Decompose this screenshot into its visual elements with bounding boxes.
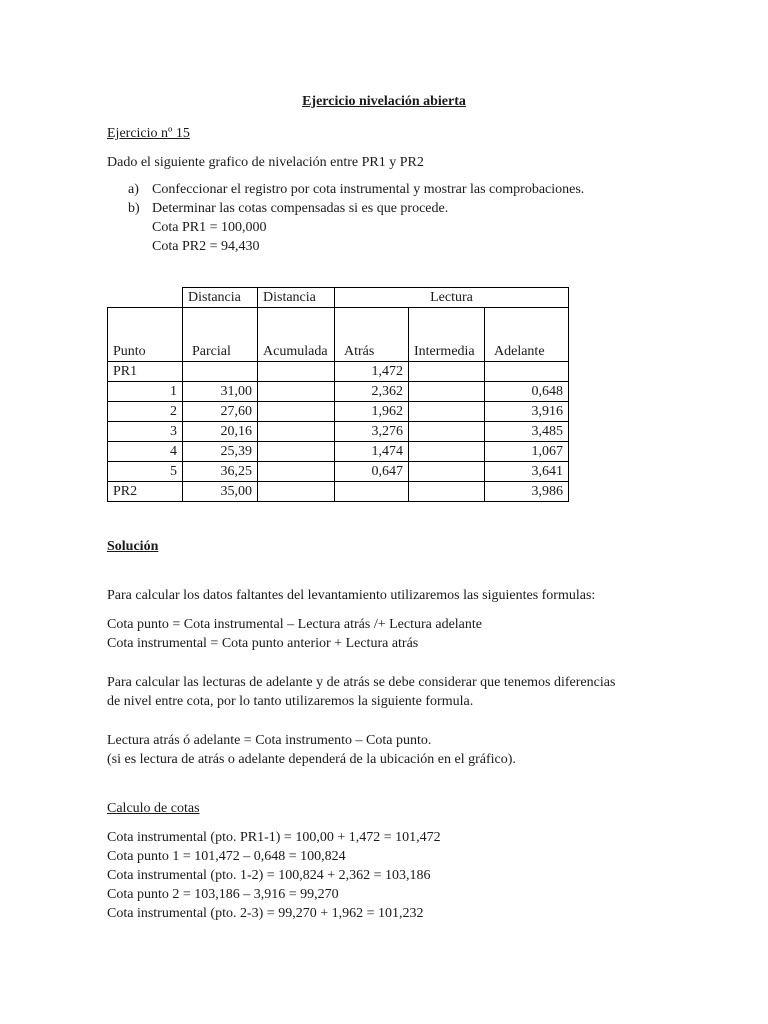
cell-parcial: 35,00: [183, 482, 258, 502]
cell-punto: 2: [108, 402, 183, 422]
cell-adelante: 3,485: [485, 422, 569, 442]
calc-heading: Calculo de cotas: [107, 801, 200, 816]
cell-parcial: 20,16: [183, 422, 258, 442]
text-line: Lectura atrás ó adelante = Cota instrumento – Cota punto.: [107, 733, 432, 748]
cell-acumulada: [258, 462, 335, 482]
formula-block: [107, 615, 482, 653]
task-text: Confeccionar el registro por cota instrumental y mostrar las comprobaciones.: [152, 182, 585, 197]
cell-parcial: 31,00: [183, 382, 258, 402]
cell-atras: [335, 482, 409, 502]
cell-acumulada: [258, 442, 335, 462]
header-cell: Adelante: [485, 308, 569, 362]
table-row: [108, 482, 569, 502]
cell-punto: PR2: [108, 482, 183, 502]
task-item: [128, 180, 584, 199]
task-list: [128, 180, 584, 256]
explanation-paragraph: [107, 673, 615, 711]
calc-line: Cota punto 1 = 101,472 – 0,648 = 100,824: [107, 849, 346, 864]
calc-line: Cota instrumental (pto. PR1-1) = 100,00 + 1,472 = 101,472: [107, 830, 441, 845]
cell-intermedia: [409, 442, 485, 462]
header-cell: Atrás: [335, 308, 409, 362]
given-value: Cota PR1 = 100,000: [152, 220, 267, 235]
cell-adelante: [485, 362, 569, 382]
cell-parcial: 25,39: [183, 442, 258, 462]
text-line: de nivel entre cota, por lo tanto utilizaremos la siguiente formula.: [107, 694, 474, 709]
cell-punto: 1: [108, 382, 183, 402]
cell-adelante: 3,916: [485, 402, 569, 422]
table-row: [108, 362, 569, 382]
cell-punto: 3: [108, 422, 183, 442]
cell-atras: 2,362: [335, 382, 409, 402]
task-marker: a): [128, 182, 139, 197]
table-header-row: [108, 288, 569, 308]
header-cell: Acumulada: [258, 308, 335, 362]
header-cell: Lectura: [335, 288, 569, 308]
cell-acumulada: [258, 402, 335, 422]
table-row: [108, 382, 569, 402]
document-title: Ejercicio nivelación abierta: [302, 94, 466, 109]
text-line: (si es lectura de atrás o adelante dependerá de la ubicación en el gráfico).: [107, 752, 516, 767]
solution-paragraph: Para calcular los datos faltantes del levantamiento utilizaremos las siguientes formulas:: [107, 588, 596, 603]
cell-parcial: 27,60: [183, 402, 258, 422]
calc-list: [107, 828, 441, 923]
cell-adelante: 3,986: [485, 482, 569, 502]
solution-heading: Solución: [107, 539, 159, 554]
text-line: Para calcular las lecturas de adelante y de atrás se debe considerar que tenemos diferencias: [107, 675, 616, 690]
cell-adelante: 1,067: [485, 442, 569, 462]
cell-atras: 1,472: [335, 362, 409, 382]
header-cell: Distancia: [258, 288, 335, 308]
calc-line: Cota instrumental (pto. 1-2) = 100,824 + 2,362 = 103,186: [107, 868, 431, 883]
table-header-row: [108, 308, 569, 362]
table-row: [108, 442, 569, 462]
cell-parcial: 36,25: [183, 462, 258, 482]
cell-adelante: 0,648: [485, 382, 569, 402]
header-cell: Distancia: [183, 288, 258, 308]
cell-atras: 3,276: [335, 422, 409, 442]
leveling-table: [107, 287, 569, 502]
table-row: [108, 422, 569, 442]
cell-intermedia: [409, 422, 485, 442]
cell-punto: 4: [108, 442, 183, 462]
formula-line: Cota punto = Cota instrumental – Lectura atrás /+ Lectura adelante: [107, 617, 482, 632]
header-empty-cell: [108, 288, 183, 308]
cell-punto: 5: [108, 462, 183, 482]
cell-punto: PR1: [108, 362, 183, 382]
calc-line: Cota punto 2 = 103,186 – 3,916 = 99,270: [107, 887, 339, 902]
exercise-number: Ejercicio nº 15: [107, 126, 190, 141]
table-row: [108, 462, 569, 482]
cell-intermedia: [409, 382, 485, 402]
header-cell: Intermedia: [409, 308, 485, 362]
header-cell: Parcial: [183, 308, 258, 362]
cell-intermedia: [409, 362, 485, 382]
table-row: [108, 402, 569, 422]
cell-intermedia: [409, 482, 485, 502]
cell-atras: 1,962: [335, 402, 409, 422]
task-text: Determinar las cotas compensadas si es que procede.: [152, 201, 449, 216]
formula-line: Cota instrumental = Cota punto anterior + Lectura atrás: [107, 636, 419, 651]
cell-acumulada: [258, 482, 335, 502]
cell-acumulada: [258, 382, 335, 402]
given-value: Cota PR2 = 94,430: [152, 239, 260, 254]
cell-parcial: [183, 362, 258, 382]
cell-intermedia: [409, 462, 485, 482]
calc-line: Cota instrumental (pto. 2-3) = 99,270 + 1,962 = 101,232: [107, 906, 424, 921]
cell-intermedia: [409, 402, 485, 422]
reading-formula-paragraph: [107, 731, 516, 769]
exercise-intro: Dado el siguiente grafico de nivelación entre PR1 y PR2: [107, 155, 424, 170]
cell-atras: 1,474: [335, 442, 409, 462]
task-marker: b): [128, 201, 140, 216]
task-item: [128, 199, 584, 218]
cell-acumulada: [258, 362, 335, 382]
cell-acumulada: [258, 422, 335, 442]
header-cell: Punto: [108, 308, 183, 362]
cell-adelante: 3,641: [485, 462, 569, 482]
cell-atras: 0,647: [335, 462, 409, 482]
